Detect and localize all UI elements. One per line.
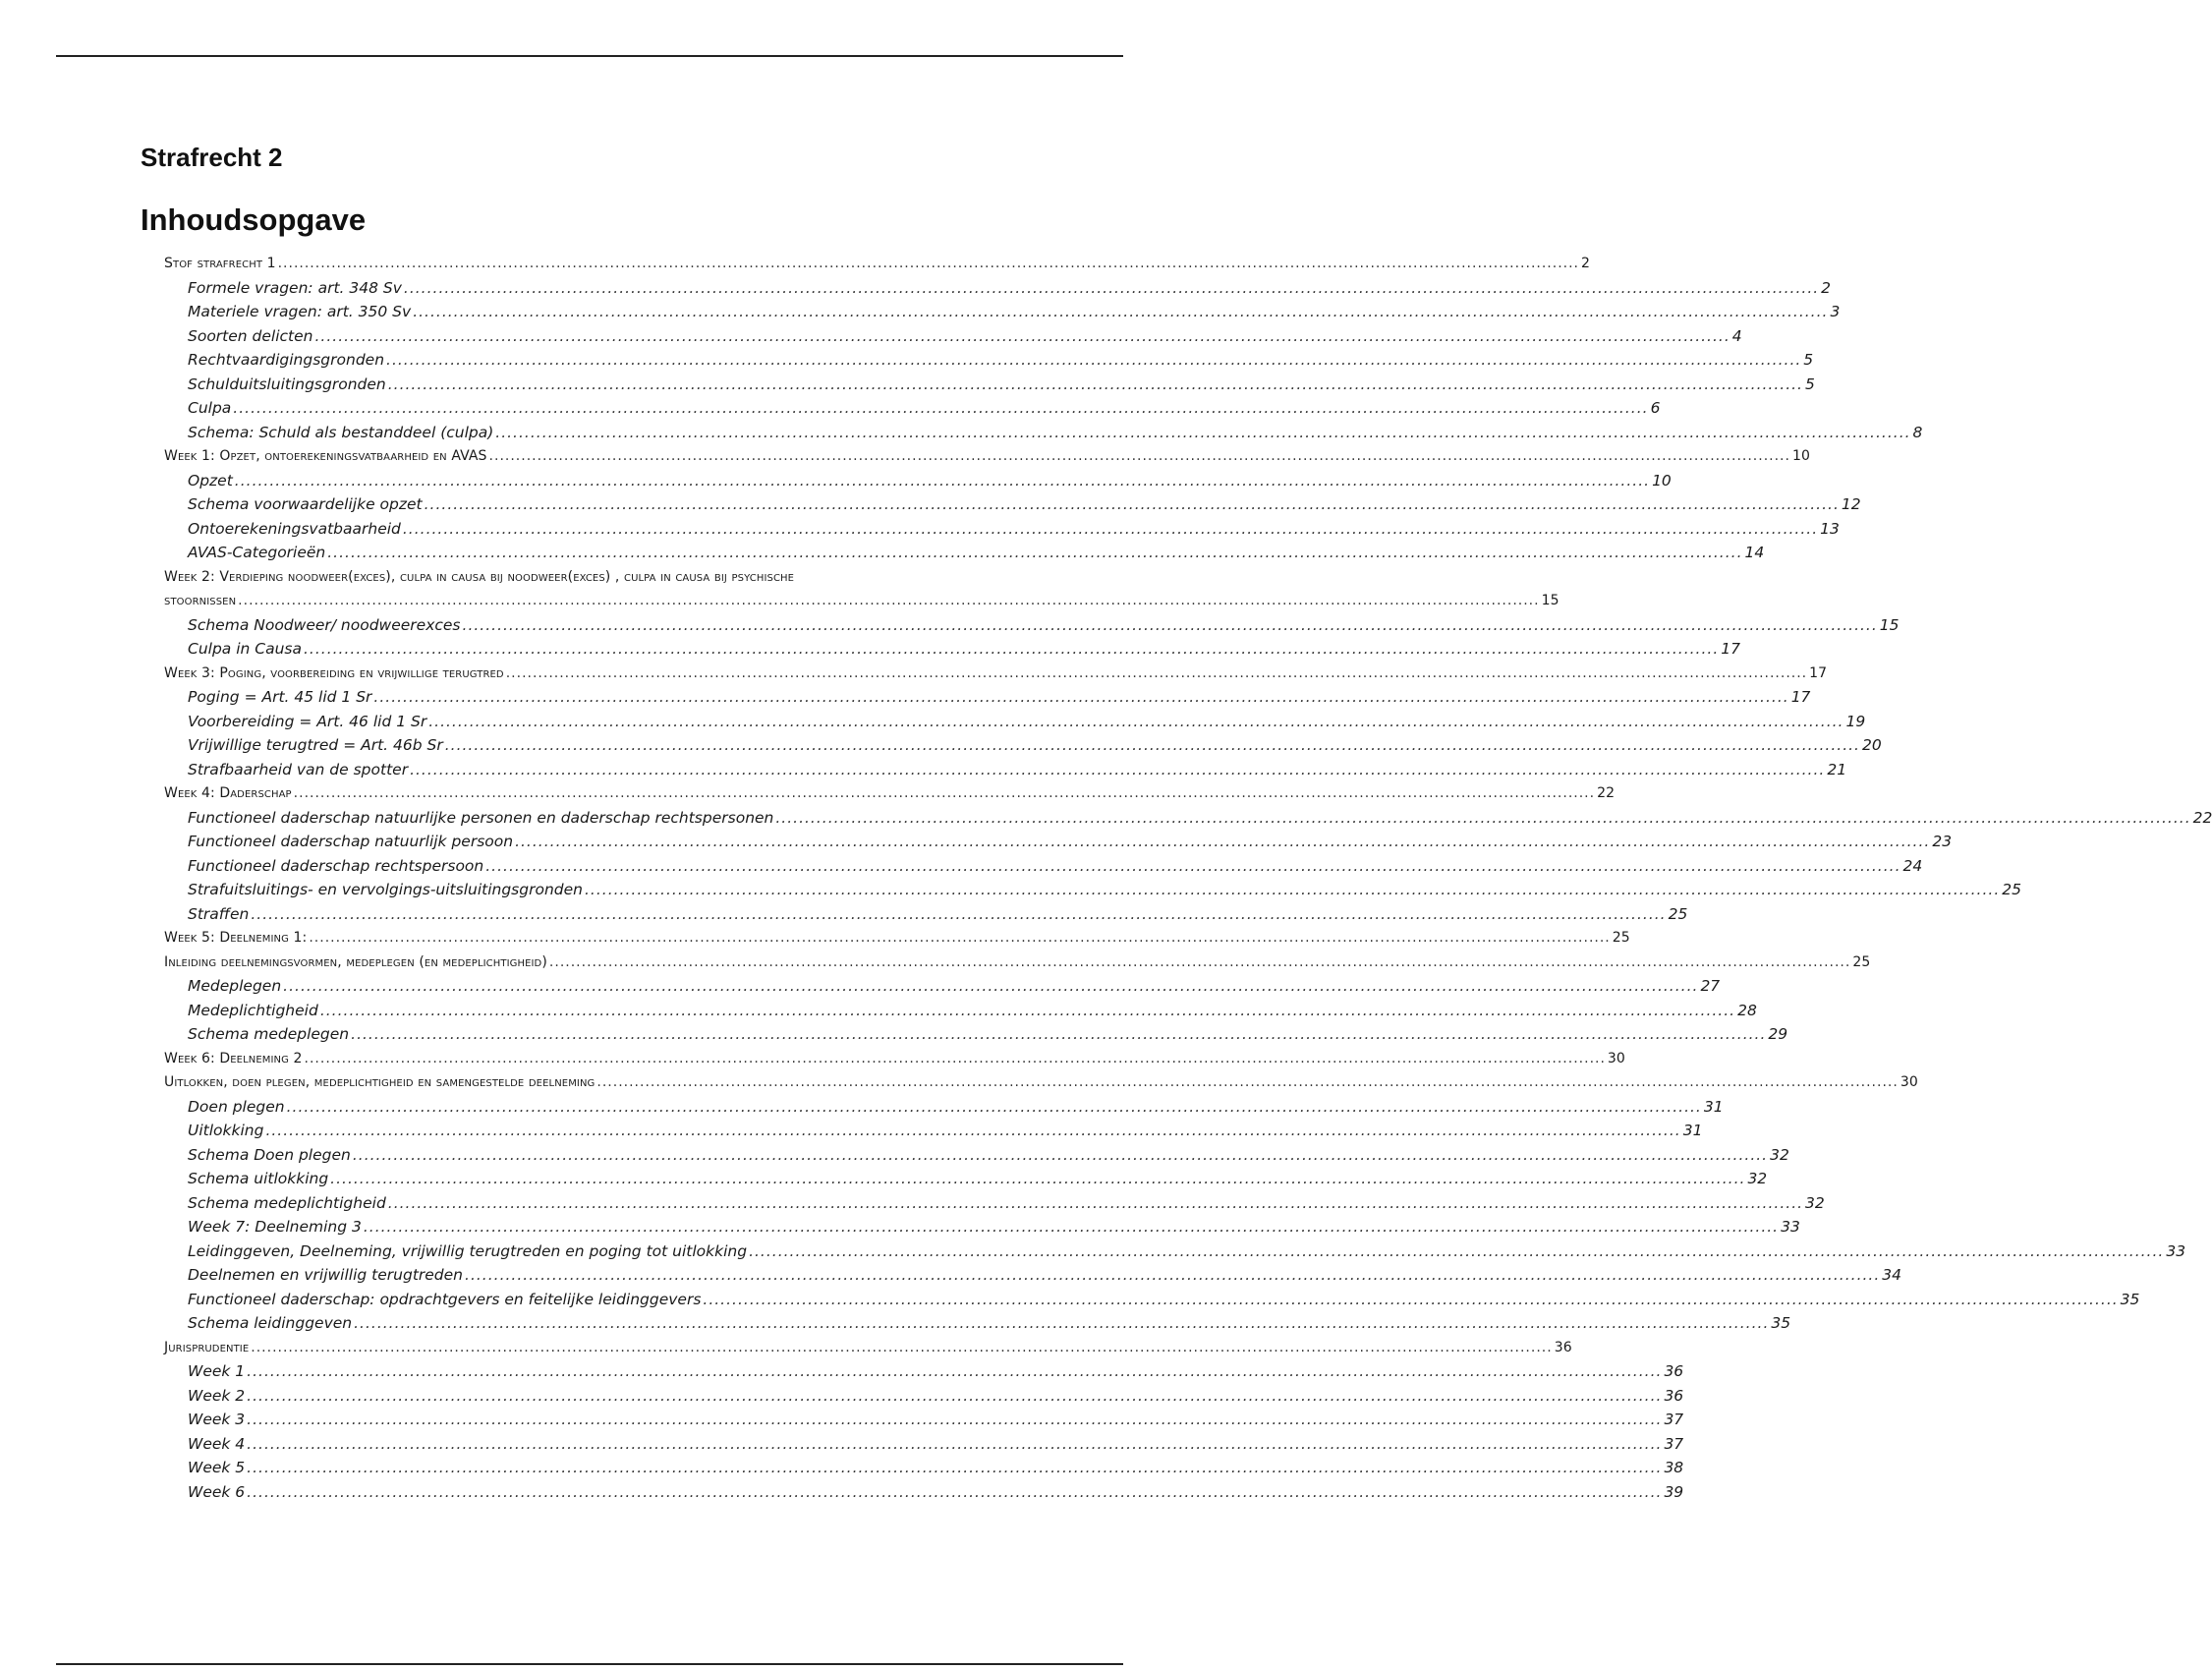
toc-leader-dots [354, 1311, 1769, 1336]
toc-entry-label: Schema: Schuld als bestanddeel (culpa) [188, 423, 494, 441]
toc-leader-dots [294, 781, 1595, 806]
toc-entry-label: Uitlokking [188, 1122, 264, 1139]
toc-entry[interactable] [164, 806, 2212, 831]
toc-entry[interactable] [164, 252, 1591, 276]
toc-entry-label: Inleiding deelnemingsvormen, medeplegen (en medeplichtigheid) [164, 953, 547, 970]
toc-entry[interactable] [164, 1456, 1684, 1480]
toc-leader-dots [373, 685, 1788, 710]
toc-leader-dots [413, 300, 1828, 324]
toc-leader-dots [506, 662, 1807, 686]
toc-leader-dots [775, 806, 2190, 831]
toc-entry[interactable] [164, 613, 1900, 638]
toc-entry-label: Culpa [188, 399, 232, 417]
toc-entry-label: Week 3 [188, 1411, 246, 1428]
toc-entry-page: 13 [1820, 519, 1840, 538]
toc-entry-page: 35 [1771, 1314, 1791, 1332]
toc-entry-label: Functioneel daderschap: opdrachtgevers en feitelijke leidinggevers [188, 1290, 702, 1308]
toc-entry[interactable] [164, 276, 1832, 301]
toc-leader-dots [403, 517, 1818, 542]
toc-leader-dots [238, 589, 1539, 613]
toc-entry-label: Straffen [188, 904, 250, 923]
toc-entry-label: Functioneel daderschap natuurlijke personen en daderschap rechtspersonen [188, 808, 774, 827]
toc-entry-label: Stof strafrecht 1 [164, 256, 276, 271]
toc-entry-label: Schema Doen plegen [188, 1145, 351, 1164]
toc-entry-label: Week 6: Deelneming 2 [164, 1050, 303, 1066]
toc-entry-page: 33 [1781, 1218, 1800, 1236]
toc-entry[interactable] [164, 878, 2021, 902]
toc-entry-page: 38 [1664, 1459, 1684, 1476]
toc-entry-label: Week 4 [188, 1434, 246, 1453]
toc-entry-label: Week 1 [188, 1362, 246, 1380]
toc-entry-page: 22 [2192, 808, 2212, 827]
toc-entry-page: 27 [1700, 977, 1721, 995]
toc-leader-dots [247, 1480, 1662, 1505]
toc-entry-label: Week 4: Daderschap [164, 785, 292, 801]
toc-entry-label: Week 3: Poging, voorbereiding en vrijwillige terugtred [164, 664, 504, 681]
toc-entry-label: Week 1: Opzet, ontoerekeningsvatbaarheid en AVAS [164, 448, 487, 464]
toc-entry[interactable] [164, 758, 1847, 782]
table-of-contents [164, 252, 2212, 1504]
toc-leader-dots [305, 1047, 1606, 1071]
toc-leader-dots [465, 1263, 1880, 1288]
toc-leader-dots [247, 1408, 1662, 1432]
toc-leader-dots [749, 1239, 2164, 1264]
toc-entry-page: 31 [1703, 1097, 1724, 1116]
toc-leader-dots [388, 373, 1803, 397]
toc-entry[interactable] [164, 1432, 1684, 1457]
toc-entry[interactable] [164, 1047, 1625, 1071]
toc-entry-page: 25 [2002, 881, 2021, 898]
toc-entry-page: 4 [1731, 326, 1742, 345]
toc-entry-page: 34 [1882, 1266, 1902, 1284]
toc-entry-page: 2 [1581, 256, 1591, 271]
toc-entry[interactable] [164, 1239, 2186, 1264]
toc-entry[interactable] [164, 1095, 1724, 1120]
toc-leader-dots [489, 444, 1790, 469]
toc-entry[interactable] [164, 926, 1630, 951]
toc-entry-page: 25 [1852, 953, 1871, 970]
toc-entry-label: Week 7: Deelneming 3 [188, 1218, 362, 1236]
toc-entry-label: Leidinggeven, Deelneming, vrijwillig terugtreden en poging tot uitlokking [188, 1241, 748, 1260]
toc-entry-page: 36 [1664, 1362, 1684, 1380]
toc-entry-label: Strafbaarheid van de spotter [188, 760, 409, 778]
toc-entry-page: 29 [1768, 1025, 1788, 1043]
toc-entry-label: Schema medeplegen [188, 1025, 350, 1043]
toc-entry[interactable] [164, 1336, 1572, 1360]
toc-entry[interactable] [164, 444, 1810, 469]
toc-entry-page: 23 [1932, 833, 1953, 850]
toc-leader-dots [235, 469, 1650, 493]
toc-leader-dots [445, 733, 1860, 758]
toc-entry-page: 17 [1790, 688, 1811, 706]
toc-entry-page: 30 [1607, 1050, 1625, 1066]
toc-entry[interactable] [164, 517, 1840, 542]
toc-leader-dots [251, 1336, 1552, 1360]
toc-entry[interactable] [164, 1384, 1684, 1409]
toc-entry-page: 30 [1900, 1074, 1918, 1090]
toc-entry-page: 21 [1827, 760, 1847, 778]
toc-leader-dots [251, 902, 1666, 927]
toc-entry-page: 25 [1612, 930, 1630, 946]
toc-entry-page: 20 [1861, 736, 1882, 754]
toc-leader-dots [315, 324, 1730, 349]
toc-entry-label: Week 6 [188, 1482, 246, 1501]
toc-leader-dots [283, 974, 1698, 999]
toc-entry[interactable] [164, 396, 1661, 421]
toc-entry-label: Uitlokken, doen plegen, medeplichtigheid en samengestelde deelneming [164, 1074, 596, 1090]
toc-entry-label: Opzet [188, 471, 233, 490]
toc-entry[interactable] [164, 781, 1616, 806]
toc-entry-label: Schulduitsluitingsgronden [188, 375, 386, 393]
toc-leader-dots [485, 854, 1900, 879]
toc-entry[interactable] [164, 830, 1953, 854]
toc-entry[interactable] [164, 492, 1861, 517]
toc-leader-dots [309, 926, 1610, 951]
toc-entry[interactable] [164, 685, 1811, 710]
toc-leader-dots [320, 999, 1735, 1023]
toc-entry-page: 24 [1902, 856, 1923, 875]
toc-leader-dots [388, 1191, 1803, 1216]
toc-leader-dots [330, 1167, 1745, 1191]
toc-entry[interactable] [164, 541, 1765, 565]
toc-leader-dots [495, 421, 1910, 445]
toc-entry[interactable] [164, 1119, 1703, 1143]
toc-leader-dots [233, 396, 1648, 421]
toc-leader-dots [463, 613, 1878, 638]
toc-entry[interactable] [164, 637, 1740, 662]
toc-entry-label: Week 5 [188, 1459, 246, 1476]
toc-entry-page: 33 [2166, 1241, 2186, 1260]
toc-leader-dots [364, 1215, 1779, 1239]
toc-entry[interactable] [164, 710, 1866, 734]
toc-entry[interactable] [164, 1022, 1788, 1047]
toc-entry[interactable] [164, 373, 1815, 397]
toc-leader-dots [304, 637, 1719, 662]
toc-entry[interactable] [164, 1143, 1789, 1168]
toc-entry-label: Ontoerekeningsvatbaarheid [188, 519, 401, 538]
toc-entry[interactable] [164, 1480, 1684, 1505]
toc-entry-page: 10 [1791, 448, 1810, 464]
toc-entry-label: Soorten delicten [188, 326, 313, 345]
toc-entry[interactable] [164, 974, 1721, 999]
toc-leader-dots [327, 541, 1742, 565]
toc-entry-page: 12 [1841, 495, 1861, 513]
toc-entry-page: 15 [1879, 615, 1900, 634]
toc-entry[interactable] [164, 902, 1688, 927]
toc-entry-page: 36 [1664, 1386, 1684, 1405]
document-title: Strafrecht 2 [141, 143, 283, 172]
toc-entry-label-continued: stoornissen [164, 593, 237, 608]
toc-entry-page: 19 [1845, 712, 1866, 730]
toc-leader-dots [351, 1022, 1766, 1047]
toc-entry-label: Materiele vragen: art. 350 Sv [188, 303, 412, 320]
toc-entry-label: Functioneel daderschap rechtspersoon [188, 856, 484, 875]
toc-entry-page: 5 [1803, 351, 1814, 369]
toc-entry[interactable] [164, 854, 1923, 879]
toc-leader-dots [410, 758, 1825, 782]
toc-heading: Inhoudsopgave [141, 202, 367, 237]
toc-entry-page: 22 [1597, 785, 1616, 801]
toc-entry[interactable] [164, 733, 1882, 758]
toc-entry-label: Voorbereiding = Art. 46 lid 1 Sr [188, 712, 427, 730]
toc-entry-page: 15 [1541, 593, 1560, 608]
toc-leader-dots [549, 951, 1850, 975]
toc-entry[interactable] [164, 300, 1841, 324]
toc-leader-dots [703, 1288, 2118, 1312]
toc-entry-page: 32 [1770, 1145, 1789, 1164]
toc-entry-page: 28 [1737, 1001, 1757, 1019]
toc-entry-page: 35 [2120, 1290, 2140, 1308]
toc-entry-page: 36 [1554, 1339, 1572, 1355]
toc-entry-label: Doen plegen [188, 1097, 285, 1116]
toc-entry-page: 2 [1821, 278, 1832, 297]
toc-entry-page: 5 [1804, 375, 1815, 393]
toc-entry-label: Deelnemen en vrijwillig terugtreden [188, 1266, 464, 1284]
toc-entry-page: 25 [1668, 904, 1688, 923]
toc-entry-label: AVAS-Categorieën [188, 544, 326, 561]
toc-entry[interactable] [164, 1191, 1825, 1216]
toc-entry[interactable] [164, 565, 1560, 613]
toc-entry-label: Week 2: Verdieping noodweer(exces), culpa in causa bij noodweer(exces) , culpa in causa bij psychische [164, 568, 795, 585]
toc-entry-page: 3 [1830, 303, 1841, 320]
toc-leader-dots [247, 1359, 1662, 1384]
toc-entry-label: Vrijwillige terugtred = Art. 46b Sr [188, 736, 443, 754]
toc-leader-dots [247, 1456, 1662, 1480]
toc-leader-dots [428, 710, 1843, 734]
toc-entry-label: Medeplichtigheid [188, 1001, 318, 1019]
toc-entry[interactable] [164, 1408, 1684, 1432]
toc-entry[interactable] [164, 1311, 1791, 1336]
toc-entry-page: 8 [1912, 423, 1923, 441]
toc-entry-page: 32 [1805, 1193, 1825, 1212]
toc-entry-label: Schema Noodweer/ noodweerexces [188, 615, 461, 634]
toc-entry[interactable] [164, 1070, 1918, 1095]
toc-leader-dots [247, 1384, 1662, 1409]
toc-entry[interactable] [164, 951, 1871, 975]
toc-entry-page: 14 [1744, 544, 1765, 561]
toc-leader-dots [585, 878, 2000, 902]
toc-entry-page: 37 [1664, 1411, 1684, 1428]
toc-entry-label: Formele vragen: art. 348 Sv [188, 278, 402, 297]
toc-entry-page: 17 [1809, 664, 1828, 681]
toc-entry[interactable] [164, 999, 1757, 1023]
toc-leader-dots [425, 492, 1840, 517]
toc-entry-page: 37 [1664, 1434, 1684, 1453]
toc-entry-page: 32 [1747, 1170, 1768, 1187]
toc-entry-label: Rechtvaardigingsgronden [188, 351, 385, 369]
toc-entry[interactable] [164, 324, 1742, 349]
toc-leader-dots [247, 1432, 1662, 1457]
toc-entry-label: Poging = Art. 45 lid 1 Sr [188, 688, 372, 706]
toc-leader-dots [278, 252, 1579, 276]
toc-entry[interactable] [164, 1167, 1768, 1191]
toc-entry[interactable] [164, 421, 1923, 445]
header-rule [56, 55, 1123, 57]
toc-leader-dots [353, 1143, 1768, 1168]
toc-entry-page: 10 [1652, 471, 1672, 490]
toc-leader-dots [386, 348, 1801, 373]
toc-entry-label: Week 2 [188, 1386, 246, 1405]
toc-entry[interactable] [164, 1215, 1800, 1239]
toc-entry-label: Strafuitsluitings- en vervolgings-uitsluitingsgronden [188, 881, 583, 898]
toc-entry-label: Schema uitlokking [188, 1170, 329, 1187]
toc-entry[interactable] [164, 1288, 2140, 1312]
toc-leader-dots [515, 830, 1930, 854]
toc-entry-page: 6 [1650, 399, 1661, 417]
toc-leader-dots [287, 1095, 1702, 1120]
footer-rule [56, 1663, 1123, 1665]
toc-entry-label: Week 5: Deelneming 1: [164, 930, 308, 946]
toc-entry[interactable] [164, 1359, 1684, 1384]
toc-entry[interactable] [164, 662, 1828, 686]
toc-entry-label: Schema medeplichtigheid [188, 1193, 386, 1212]
toc-entry-label: Schema voorwaardelijke opzet [188, 495, 423, 513]
toc-entry[interactable] [164, 469, 1672, 493]
toc-entry-page: 17 [1721, 640, 1740, 658]
toc-entry-label: Functioneel daderschap natuurlijk persoon [188, 833, 514, 850]
toc-entry-label: Medeplegen [188, 977, 282, 995]
toc-entry-page: 39 [1664, 1482, 1684, 1501]
toc-entry-label: Jurisprudentie [164, 1339, 250, 1355]
toc-entry[interactable] [164, 1263, 1902, 1288]
toc-entry-label: Schema leidinggeven [188, 1314, 353, 1332]
toc-leader-dots [404, 276, 1819, 301]
toc-leader-dots [596, 1070, 1898, 1095]
toc-leader-dots [265, 1119, 1680, 1143]
toc-entry[interactable] [164, 348, 1814, 373]
toc-entry-label: Culpa in Causa [188, 640, 302, 658]
toc-entry-page: 31 [1682, 1122, 1703, 1139]
